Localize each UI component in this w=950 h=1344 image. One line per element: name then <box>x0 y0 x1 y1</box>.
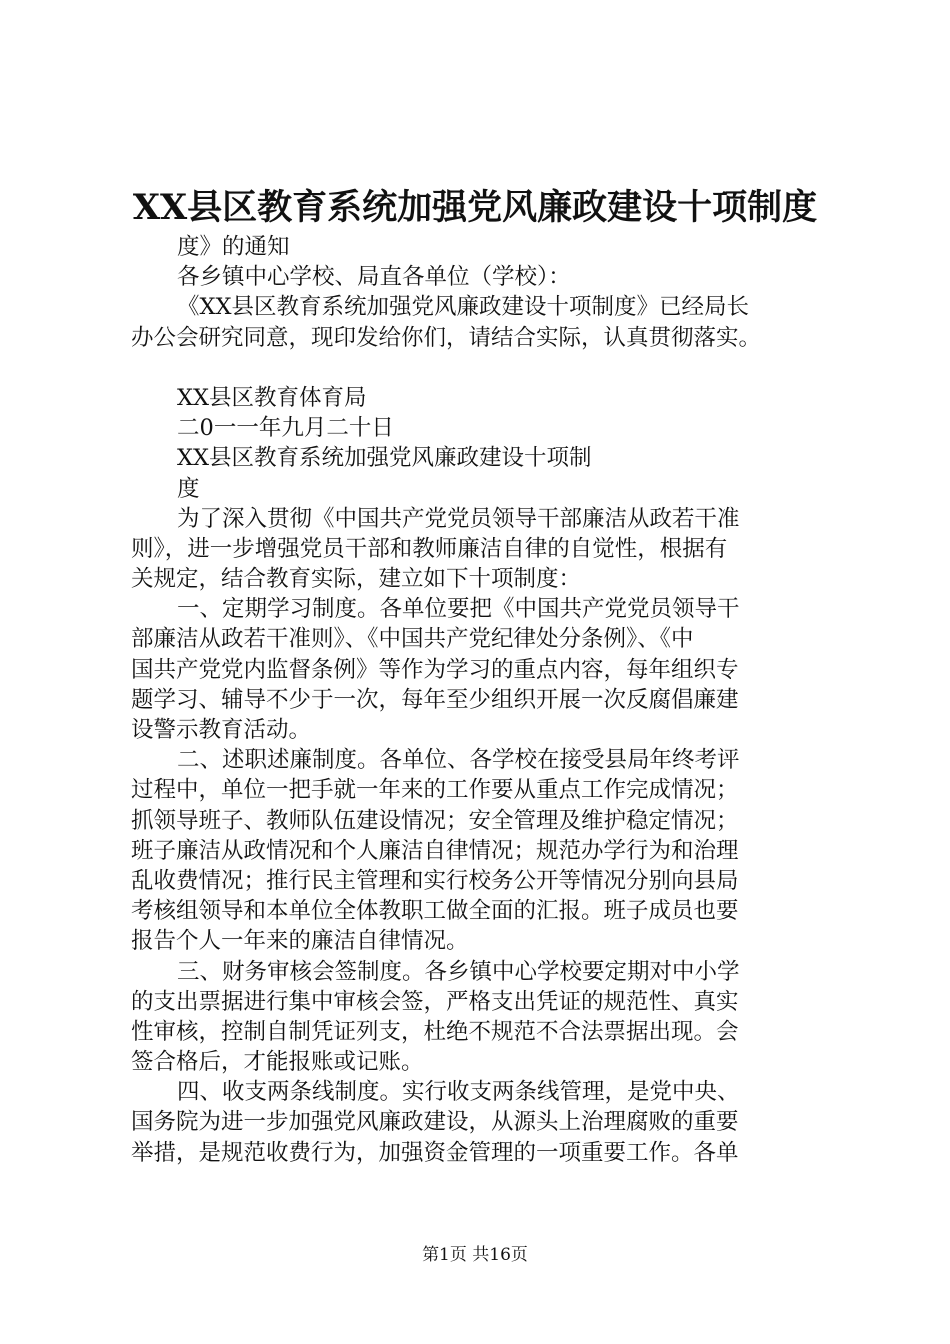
body-line: 度》的通知 <box>177 234 290 260</box>
body-line: 班子廉洁从政情况和个人廉洁自律情况；规范办学行为和治理 <box>131 837 739 864</box>
body-line: 设警示教育活动。 <box>131 717 312 743</box>
body-line: 题学习、辅导不少于一次，每年至少组织开展一次反腐倡廉建 <box>131 686 739 713</box>
document-body <box>131 232 831 1168</box>
page-number-footer: 第1页 共16页 <box>422 1245 528 1265</box>
body-line: 为了深入贯彻《中国共产党党员领导干部廉洁从政若干准 <box>177 505 740 532</box>
body-line: 考核组领导和本单位全体教职工做全面的汇报。班子成员也要 <box>131 898 739 925</box>
body-line: 《XX县区教育系统加强党风廉政建设十项制度》已经局长 <box>177 294 750 321</box>
body-line: 四、收支两条线制度。实行收支两条线管理，是党中央、 <box>177 1079 740 1106</box>
body-line: 二、述职述廉制度。各单位、各学校在接受县局年终考评 <box>177 747 740 774</box>
body-line: 二0一一年九月二十日 <box>177 415 394 442</box>
body-line: 三、财务审核会签制度。各乡镇中心学校要定期对中小学 <box>177 958 740 985</box>
body-line: 举措，是规范收费行为，加强资金管理的一项重要工作。各单 <box>131 1139 739 1166</box>
paragraph-gap <box>131 353 831 383</box>
body-line: 则》，进一步增强党员干部和教师廉洁自律的自觉性，根据有 <box>131 535 728 562</box>
body-line: XX县区教育体育局 <box>177 384 367 411</box>
body-line: 报告个人一年来的廉洁自律情况。 <box>131 928 469 955</box>
document-title: XX县区教育系统加强党风廉政建设十项制度 <box>132 187 818 228</box>
body-line: 的支出票据进行集中审核会签，严格支出凭证的规范性、真实 <box>131 988 739 1015</box>
body-line: 关规定，结合教育实际，建立如下十项制度： <box>131 566 582 593</box>
body-line: 办公会研究同意，现印发给你们，请结合实际，认真贯彻落实。 <box>131 324 762 351</box>
body-line: 各乡镇中心学校、局直各单位（学校）： <box>177 264 571 291</box>
body-line: 性审核，控制自制凭证列支，杜绝不规范不合法票据出现。会 <box>131 1018 739 1045</box>
body-line: 度 <box>177 475 200 502</box>
body-line: 国务院为进一步加强党风廉政建设，从源头上治理腐败的重要 <box>131 1109 739 1136</box>
body-line: 签合格后，才能报账或记账。 <box>131 1049 424 1076</box>
body-line: 抓领导班子、教师队伍建设情况；安全管理及维护稳定情况； <box>131 807 739 834</box>
body-line: 国共产党党内监督条例》等作为学习的重点内容，每年组织专 <box>131 656 739 683</box>
body-line: 过程中，单位一把手就一年来的工作要从重点工作完成情况； <box>131 777 739 804</box>
body-line: 一、定期学习制度。各单位要把《中国共产党党员领导干 <box>177 596 740 623</box>
body-line: 乱收费情况；推行民主管理和实行校务公开等情况分别向县局 <box>131 867 739 894</box>
body-line: XX县区教育系统加强党风廉政建设十项制 <box>177 445 592 472</box>
body-line: 部廉洁从政若干准则》、《中国共产党纪律处分条例》、《中 <box>131 626 694 653</box>
